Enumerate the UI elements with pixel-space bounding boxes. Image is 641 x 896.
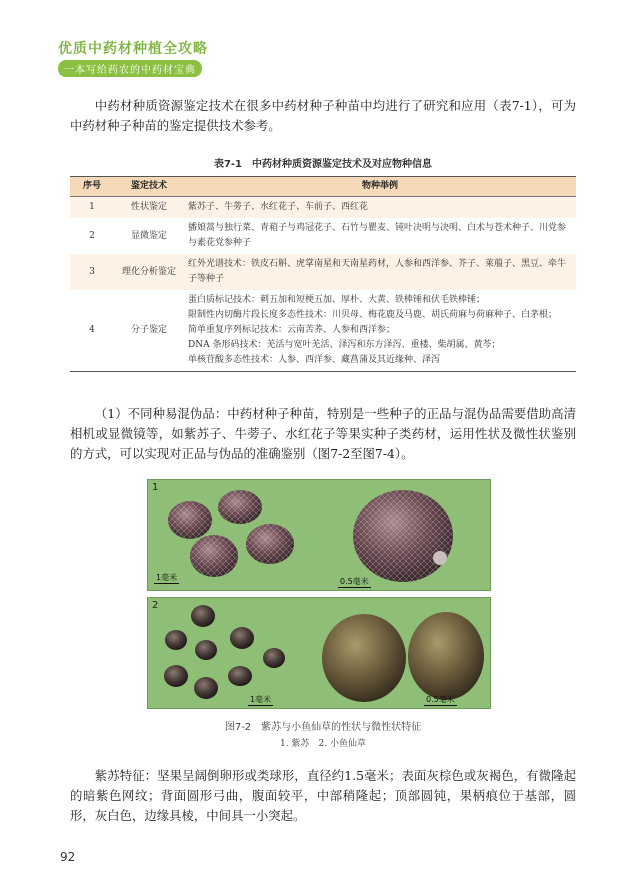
species-line: 单核苷酸多态性技术：人参、西洋参、藏菖蒲及其近缘种、泽泻 (188, 355, 441, 365)
series-title: 优质中药材种植全攻略 (58, 41, 208, 57)
row-species (184, 290, 576, 372)
running-header (58, 38, 208, 77)
perilla-seeds-photo (148, 480, 492, 592)
species-line: 红外光谱技术：铁皮石斛、虎掌南星和天南星药材，人参和西洋参、芥子、莱菔子、黑豆、牵牛子等种子 (188, 259, 567, 284)
scale-bar-05mm: 0.5毫米 (340, 577, 369, 586)
row-no: 2 (70, 218, 114, 254)
species-line: 播娘蒿与独行菜、青葙子与鸡冠花子、石竹与瞿麦、钝叶决明与决明、白术与苍术种子、川党参与素花党参种子 (188, 223, 567, 248)
figure-caption: 图7-2 紫苏与小鱼仙草的性状与微性状特征 (224, 722, 422, 733)
scale-bar-1mm: 1毫米 (156, 573, 178, 582)
header-species: 物种举例 (184, 177, 576, 197)
mosla-seed (230, 627, 254, 649)
panel-label: 1 (152, 482, 159, 493)
mosla-seed (263, 648, 285, 668)
species-line: DNA 条形码技术：羌活与宽叶羌活、泽泻和东方泽泻、重楼、柴胡属、黄芩； (188, 340, 501, 350)
perilla-features-paragraph: 紫苏特征：坚果呈阔倒卵形或类球形，直径约1.5毫米；表面灰棕色或灰褐色，有微隆起的暗紫色网纹；背面圆形弓曲，腹面较平，中部稍隆起；顶部圆钝，果柄痕位于基部，圆形，灰白色，边缘具棱，中间具一小突起。 (70, 768, 576, 823)
header-no: 序号 (70, 177, 114, 197)
mosla-seed (165, 630, 187, 650)
page-number: 92 (60, 850, 76, 864)
table-row (70, 254, 576, 290)
row-no: 3 (70, 254, 114, 290)
mosla-seed-magnified (408, 612, 484, 700)
mosla-seed (195, 640, 217, 660)
row-species (184, 218, 576, 254)
row-technique: 理化分析鉴定 (114, 254, 184, 290)
mosla-seed (164, 665, 188, 687)
mixed-species-paragraph: （1）不同种易混伪品：中药材种子种苗，特别是一些种子的正品与混伪品需要借助高清相机或显微镜等，如紫苏子、牛蒡子、水红花子等果实种子类药材，运用性状及微性状鉴别的方式，可以实现对正品与伪品的准确鉴别（图7-2至图7-4）。 (70, 406, 576, 461)
row-species (184, 254, 576, 290)
header-technique: 鉴定技术 (114, 177, 184, 197)
seed-figure (147, 479, 491, 709)
figure-subcaption: 1. 紫苏 2. 小鱼仙草 (280, 739, 366, 749)
figure-panel-mosla (147, 597, 491, 709)
species-line: 紫苏子、牛蒡子、水红花子、车前子、西红花 (188, 202, 369, 212)
species-line: 简单重复序列标记技术：云南苦荞、人参和西洋参； (188, 325, 396, 335)
intro-paragraph: 中药材种质资源鉴定技术在很多中药材种子种苗中均进行了研究和应用（表7-1），可为中药材种子种苗的鉴定提供技术参考。 (70, 98, 576, 133)
techniques-table (70, 176, 576, 372)
table-row (70, 197, 576, 219)
series-subtitle: 一本写给药农的中药材宝典 (58, 60, 202, 77)
table-row (70, 290, 576, 372)
row-technique: 显微鉴定 (114, 218, 184, 254)
species-line: 限制性内切酶片段长度多态性技术：川贝母、梅花鹿及马鹿、胡氏荷麻与荷麻种子、白茅根； (188, 310, 558, 320)
row-technique: 分子鉴定 (114, 290, 184, 372)
species-line: 蛋白质标记技术：刺五加和短梗五加、厚朴、大黄、铁棒锤和伏毛铁棒锤； (188, 295, 486, 305)
mosla-seed (191, 605, 215, 627)
row-no: 4 (70, 290, 114, 372)
scale-bar-05mm: 0.5毫米 (426, 695, 455, 704)
figure-panel-perilla (147, 479, 491, 591)
scale-bar-1mm: 1毫米 (250, 695, 272, 704)
mosla-seed (194, 677, 218, 699)
row-technique: 性状鉴定 (114, 197, 184, 219)
mosla-seed (228, 666, 252, 686)
row-species (184, 197, 576, 219)
table-row (70, 218, 576, 254)
table-header-row (70, 177, 576, 197)
panel-label: 2 (152, 600, 159, 611)
table-caption: 表7-1 中药材种质资源鉴定技术及对应物种信息 (213, 159, 433, 170)
row-no: 1 (70, 197, 114, 219)
mosla-seed-magnified (322, 614, 406, 702)
